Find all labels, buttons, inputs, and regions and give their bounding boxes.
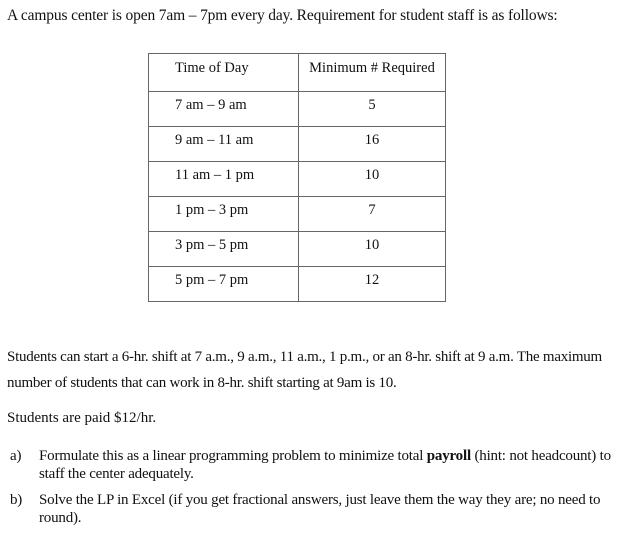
table-row <box>149 232 446 267</box>
question-text-part: Formulate this as a linear programming problem to minimize total <box>39 448 427 464</box>
time-value: 11 am – 1 pm <box>175 167 255 183</box>
required-cell <box>299 92 446 127</box>
header-minimum-required <box>299 54 446 92</box>
required-value: 12 <box>364 272 380 288</box>
time-value: 7 am – 9 am <box>175 97 247 113</box>
required-cell <box>299 267 446 302</box>
required-value: 10 <box>364 237 380 253</box>
table-row <box>149 127 446 162</box>
question-text: Solve the LP in Excel (if you get fractional answers, just leave them the way they are; no need to round). <box>39 492 601 526</box>
time-cell <box>149 92 299 127</box>
question-bold-term: payroll <box>426 448 471 464</box>
question-label: a) <box>10 448 22 464</box>
table-row <box>149 197 446 232</box>
shift-rules-paragraph: Students can start a 6-hr. shift at 7 a.m., 9 a.m., 11 a.m., 1 p.m., or an 8-hr. shift at 9 a.m. The maximum number of students that can work in 8-hr. shift starting at 9am is 10. <box>7 349 602 391</box>
intro-text: A campus center is open 7am – 7pm every day. Requirement for student staff is as follows: <box>7 7 558 24</box>
question-text-part: (hint: not headcount) to staff the center adequately. <box>39 448 611 482</box>
table-row <box>149 267 446 302</box>
question-label: b) <box>10 492 23 508</box>
time-value: 9 am – 11 am <box>175 132 254 148</box>
staff-requirement-table <box>148 53 446 302</box>
required-value: 10 <box>364 167 380 183</box>
table-row <box>149 92 446 127</box>
table-header-row <box>149 54 446 92</box>
pay-rate-paragraph: Students are paid $12/hr. <box>7 410 157 426</box>
required-cell <box>299 232 446 267</box>
required-value: 16 <box>364 132 380 148</box>
header-time-of-day <box>149 54 299 92</box>
question-text <box>39 447 622 483</box>
time-value: 3 pm – 5 pm <box>175 237 249 253</box>
question-b <box>7 491 622 527</box>
header-required-label: Minimum # Required <box>309 60 435 76</box>
question-a <box>7 447 622 483</box>
time-cell <box>149 267 299 302</box>
question-list <box>7 447 622 535</box>
required-cell <box>299 197 446 232</box>
header-time-label: Time of Day <box>175 60 249 76</box>
time-value: 5 pm – 7 pm <box>175 272 249 288</box>
time-cell <box>149 197 299 232</box>
time-cell <box>149 162 299 197</box>
time-cell <box>149 232 299 267</box>
required-cell <box>299 127 446 162</box>
required-value: 5 <box>368 97 376 113</box>
table-row <box>149 162 446 197</box>
required-value: 7 <box>368 202 376 218</box>
time-value: 1 pm – 3 pm <box>175 202 249 218</box>
required-cell <box>299 162 446 197</box>
time-cell <box>149 127 299 162</box>
